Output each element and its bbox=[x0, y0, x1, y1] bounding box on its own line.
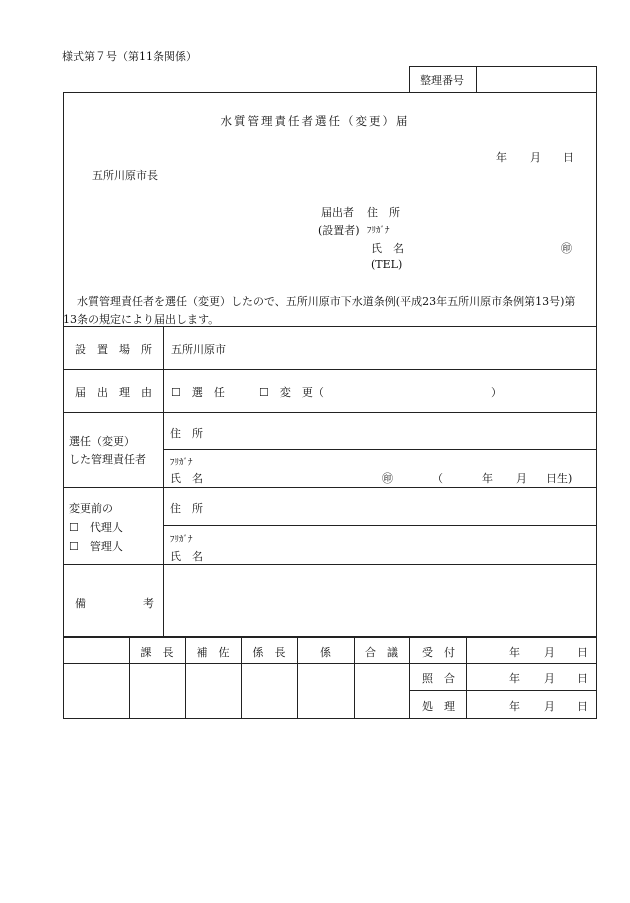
notifier-label: 届出者 bbox=[321, 206, 354, 219]
registry-label: 整理番号 bbox=[420, 74, 464, 87]
process-label: 処 理 bbox=[422, 700, 455, 713]
seal-mark: ㊞ bbox=[561, 242, 572, 255]
statement-line-2: 13条の規定により届出します。 bbox=[63, 313, 220, 326]
approval-header-section-chief: 課 長 bbox=[140, 646, 174, 659]
location-label: 設 置 場 所 bbox=[75, 343, 152, 356]
reason-select-checkbox[interactable]: ☐ 選 任 bbox=[171, 386, 225, 399]
birth-year: 年 bbox=[482, 472, 493, 485]
before-name-label: 氏 名 bbox=[170, 550, 203, 563]
notifier-tel-label: (TEL) bbox=[371, 258, 403, 271]
reason-change-checkbox[interactable]: ☐ 変 更（ bbox=[259, 386, 324, 399]
manager-address-label: 住 所 bbox=[170, 427, 203, 440]
process-label: 受 付 bbox=[422, 646, 455, 659]
manager-furigana-label: ﾌﾘｶﾞﾅ bbox=[170, 458, 193, 468]
process-label: 照 合 bbox=[422, 672, 455, 685]
process-day: 日 bbox=[577, 700, 588, 713]
manager-label-2: した管理責任者 bbox=[69, 453, 146, 466]
before-address-label: 住 所 bbox=[170, 502, 203, 515]
location-value[interactable]: 五所川原市 bbox=[171, 343, 226, 356]
birth-open-paren: （ bbox=[432, 472, 443, 485]
process-month: 月 bbox=[544, 700, 555, 713]
approval-header-assistant: 補 佐 bbox=[196, 646, 230, 659]
manager-seal-mark: ㊞ bbox=[382, 472, 393, 485]
process-day: 日 bbox=[577, 672, 588, 685]
remarks-label-1: 備 bbox=[75, 597, 86, 610]
approval-header-staff: 係 bbox=[320, 646, 331, 659]
manager-name-label: 氏 名 bbox=[170, 472, 203, 485]
process-year: 年 bbox=[509, 646, 520, 659]
date-month: 月 bbox=[530, 151, 541, 164]
process-month: 月 bbox=[544, 672, 555, 685]
notifier-address-label: 住 所 bbox=[367, 206, 400, 219]
reason-close-paren: ） bbox=[491, 386, 502, 399]
process-year: 年 bbox=[509, 700, 520, 713]
before-manager-checkbox[interactable]: ☐ 管理人 bbox=[69, 540, 123, 553]
notifier-installer-label: (設置者) bbox=[318, 224, 360, 237]
manager-label-1: 選任（変更） bbox=[69, 435, 135, 448]
form-title: 水質管理責任者選任（変更）届 bbox=[220, 114, 410, 128]
notifier-name-label: 氏 名 bbox=[371, 242, 404, 255]
process-day: 日 bbox=[577, 646, 588, 659]
addressee: 五所川原市長 bbox=[92, 169, 158, 182]
process-month: 月 bbox=[544, 646, 555, 659]
approval-header-subsection-chief: 係 長 bbox=[252, 646, 286, 659]
date-year: 年 bbox=[496, 151, 507, 164]
remarks-label-2: 考 bbox=[143, 597, 154, 610]
notifier-furigana-label: ﾌﾘｶﾞﾅ bbox=[367, 226, 390, 236]
birth-month: 月 bbox=[516, 472, 527, 485]
before-agent-checkbox[interactable]: ☐ 代理人 bbox=[69, 521, 123, 534]
statement-line-1: 水質管理責任者を選任（変更）したので、五所川原市下水道条例(平成23年五所川原市条例第13号)第 bbox=[77, 295, 576, 308]
before-label: 変更前の bbox=[69, 502, 113, 515]
date-day: 日 bbox=[563, 151, 574, 164]
remarks-field[interactable] bbox=[170, 570, 590, 630]
birth-day: 日生) bbox=[546, 472, 573, 485]
form-number: 様式第７号（第11条関係） bbox=[62, 50, 197, 63]
reason-label: 届 出 理 由 bbox=[75, 386, 152, 399]
before-furigana-label: ﾌﾘｶﾞﾅ bbox=[170, 535, 193, 545]
approval-header-consultation: 合 議 bbox=[365, 646, 398, 659]
process-year: 年 bbox=[509, 672, 520, 685]
